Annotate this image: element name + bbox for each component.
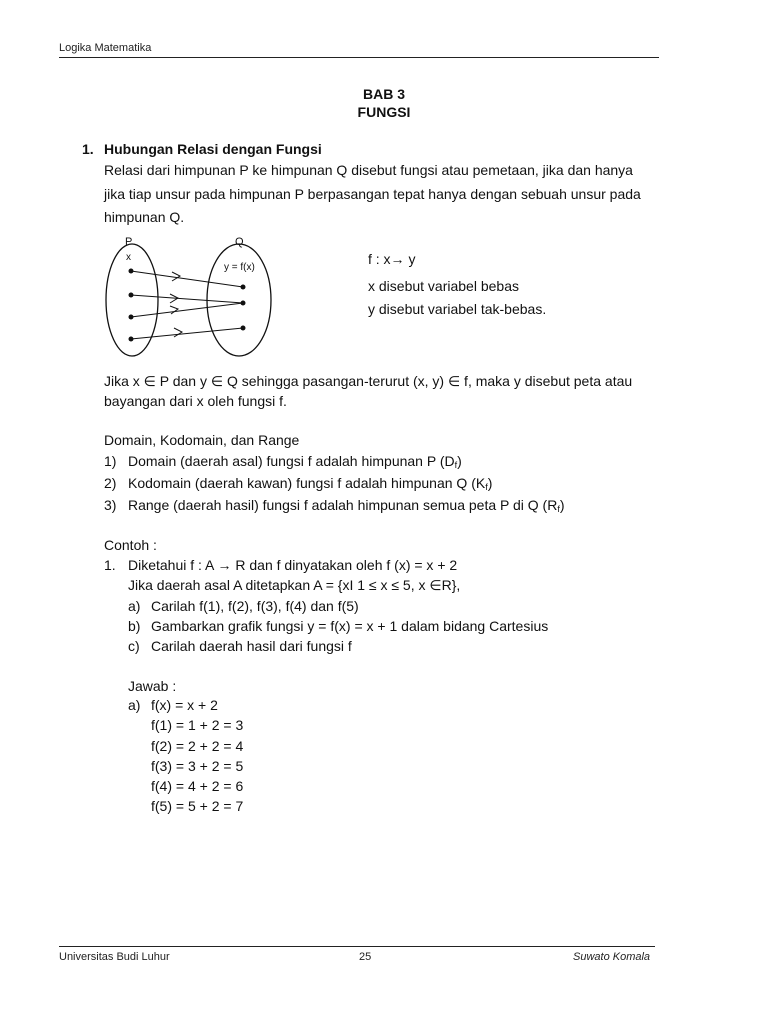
list-number: 3) xyxy=(104,497,117,513)
page-number: 25 xyxy=(359,951,372,963)
answer-heading: Jawab : xyxy=(128,678,177,694)
list-number: a) xyxy=(128,697,141,713)
function-notation: f : x→ y xyxy=(368,251,416,267)
arrowhead xyxy=(174,328,182,337)
answer-line: f(x) = x + 2 xyxy=(151,697,218,713)
chapter-number: BAB 3 xyxy=(362,86,405,102)
mapping-arrow xyxy=(131,271,243,287)
footer-author: Suwato Komala xyxy=(573,951,651,963)
example-line: Diketahui f : A → R dan f dinyatakan oleh f (x) = x + 2 xyxy=(128,557,458,573)
list-item xyxy=(128,497,565,514)
paragraph-line: bayangan dari x oleh fungsi f. xyxy=(104,393,287,409)
section-heading: Hubungan Relasi dengan Fungsi xyxy=(104,141,322,157)
mapping-arrow xyxy=(131,303,243,317)
set-p-label: P xyxy=(125,236,133,248)
header-rule xyxy=(59,57,659,58)
answer-line: f(2) = 2 + 2 = 4 xyxy=(151,738,244,754)
list-number: 1) xyxy=(104,453,117,469)
answer-line: f(3) = 3 + 2 = 5 xyxy=(151,758,244,774)
paragraph-line: himpunan Q. xyxy=(104,209,185,225)
example-line: Jika daerah asal A ditetapkan A = {xI 1 ≤ x ≤ 5, x ∈R}, xyxy=(128,577,461,593)
footer-institution: Universitas Budi Luhur xyxy=(59,951,170,963)
list-item xyxy=(128,453,462,470)
paragraph-line: Jika x ∈ P dan y ∈ Q sehingga pasangan-terurut (x, y) ∈ f, maka y disebut peta atau xyxy=(104,373,633,389)
variable-note: y disebut variabel tak-bebas. xyxy=(368,301,547,317)
list-number: c) xyxy=(128,638,140,654)
set-q-oval xyxy=(207,244,271,356)
list-number: 2) xyxy=(104,475,117,491)
list-number: a) xyxy=(128,598,141,614)
list-number: 1. xyxy=(104,557,116,573)
list-text: Range (daerah hasil) fungsi f adalah himpunan semua peta P di Q (R xyxy=(128,497,558,513)
subheading: Domain, Kodomain, dan Range xyxy=(104,432,300,448)
list-end: ) xyxy=(487,475,493,491)
question-item: Carilah daerah hasil dari fungsi f xyxy=(151,638,352,654)
running-header: Logika Matematika xyxy=(59,42,152,54)
answer-line: f(5) = 5 + 2 = 7 xyxy=(151,798,244,814)
answer-line: f(1) = 1 + 2 = 3 xyxy=(151,717,244,733)
mapping-arrow xyxy=(131,295,243,303)
list-end: ) xyxy=(559,497,565,513)
chapter-title: FUNGSI xyxy=(357,104,411,120)
list-text: Domain (daerah asal) fungsi f adalah himpunan P (D xyxy=(128,453,455,469)
question-item: Gambarkan grafik fungsi y = f(x) = x + 1 dalam bidang Cartesius xyxy=(151,618,549,634)
paragraph-line: jika tiap unsur pada himpunan P berpasangan tepat hanya dengan sebuah unsur pada xyxy=(104,186,641,202)
arrowhead xyxy=(172,272,180,281)
list-text: Kodomain (daerah kawan) fungsi f adalah himpunan Q (K xyxy=(128,475,486,491)
footer-rule xyxy=(59,946,655,947)
subscript: f xyxy=(557,504,560,514)
subscript: f xyxy=(485,482,488,492)
list-number: b) xyxy=(128,618,141,634)
paragraph-line: Relasi dari himpunan P ke himpunan Q disebut fungsi atau pemetaan, jika dan hanya xyxy=(104,162,633,178)
list-end: ) xyxy=(457,453,462,469)
subheading: Contoh : xyxy=(104,537,157,553)
answer-line: f(4) = 4 + 2 = 6 xyxy=(151,778,244,794)
question-item: Carilah f(1), f(2), f(3), f(4) dan f(5) xyxy=(151,598,359,614)
arrowhead xyxy=(170,306,178,314)
mapping-arrow xyxy=(131,328,243,339)
variable-note: x disebut variabel bebas xyxy=(368,278,519,294)
subscript: f xyxy=(454,460,458,470)
y-label: y = f(x) xyxy=(224,262,255,273)
section-number: 1. xyxy=(82,141,94,157)
list-item xyxy=(128,475,492,492)
x-label: x xyxy=(126,252,131,263)
set-q-label: Q xyxy=(235,236,244,248)
